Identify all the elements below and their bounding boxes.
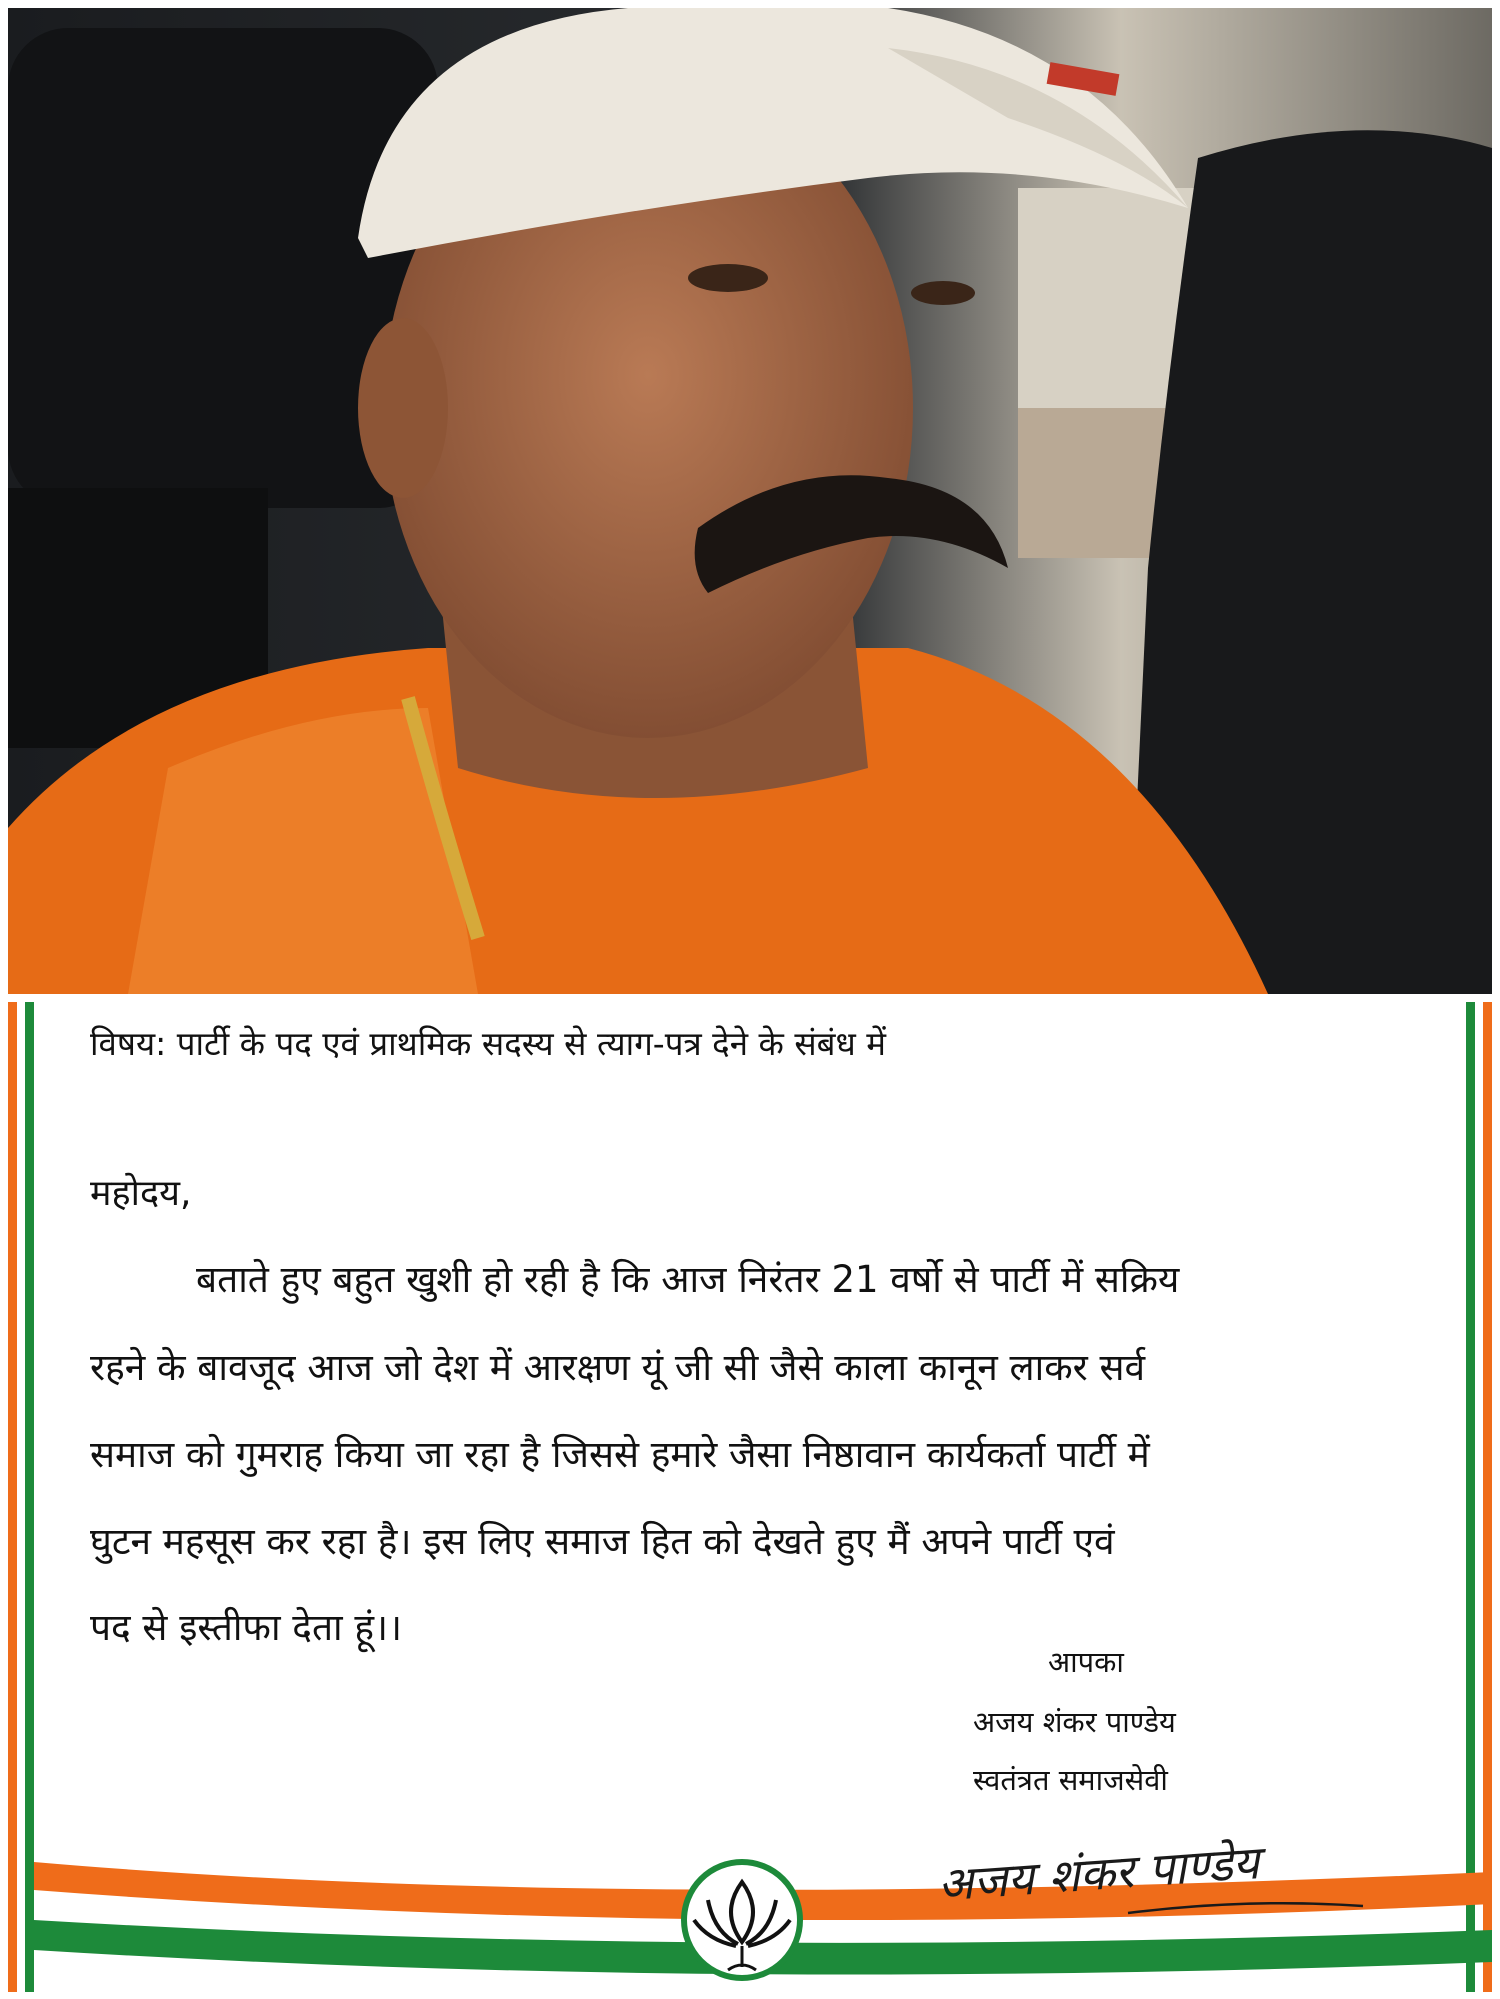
body-line-4: घुटन महसूस कर रहा है। इस लिए समाज हित को देखते हुए मैं अपने पार्टी एवं xyxy=(90,1520,1115,1563)
closing-text: आपका xyxy=(1048,1645,1124,1679)
signatory-name: अजय शंकर पाण्डेय xyxy=(973,1705,1176,1739)
svg-text:अजय शंकर पाण्डेय: अजय शंकर पाण्डेय xyxy=(936,1835,1261,1912)
letter-salutation: महोदय, xyxy=(90,1173,192,1214)
portrait-image xyxy=(8,8,1492,994)
body-line-1: बताते हुए बहुत खुशी हो रही है कि आज निरंतर 21 वर्षो से पार्टी में सक्रिय xyxy=(196,1258,1180,1301)
portrait-photo xyxy=(8,8,1492,994)
lotus-logo-icon xyxy=(684,1862,800,1978)
letter-subject: विषय: पार्टी के पद एवं प्राथमिक सदस्य से त्याग-पत्र देने के संबंध में xyxy=(90,1024,886,1063)
signatory-designation: स्वतंत्रत समाजसेवी xyxy=(973,1763,1168,1797)
body-line-3: समाज को गुमराह किया जा रहा है जिससे हमारे जैसा निष्ठावान कार्यकर्ता पार्टी में xyxy=(90,1433,1150,1476)
handwritten-signature xyxy=(918,1818,1388,1932)
resignation-letter xyxy=(8,1002,1492,1992)
body-line-2: रहने के बावजूद आज जो देश में आरक्षण यूं जी सी जैसे काला कानून लाकर सर्व xyxy=(90,1346,1146,1389)
body-line-5: पद से इस्तीफा देता हूं।। xyxy=(90,1606,403,1649)
